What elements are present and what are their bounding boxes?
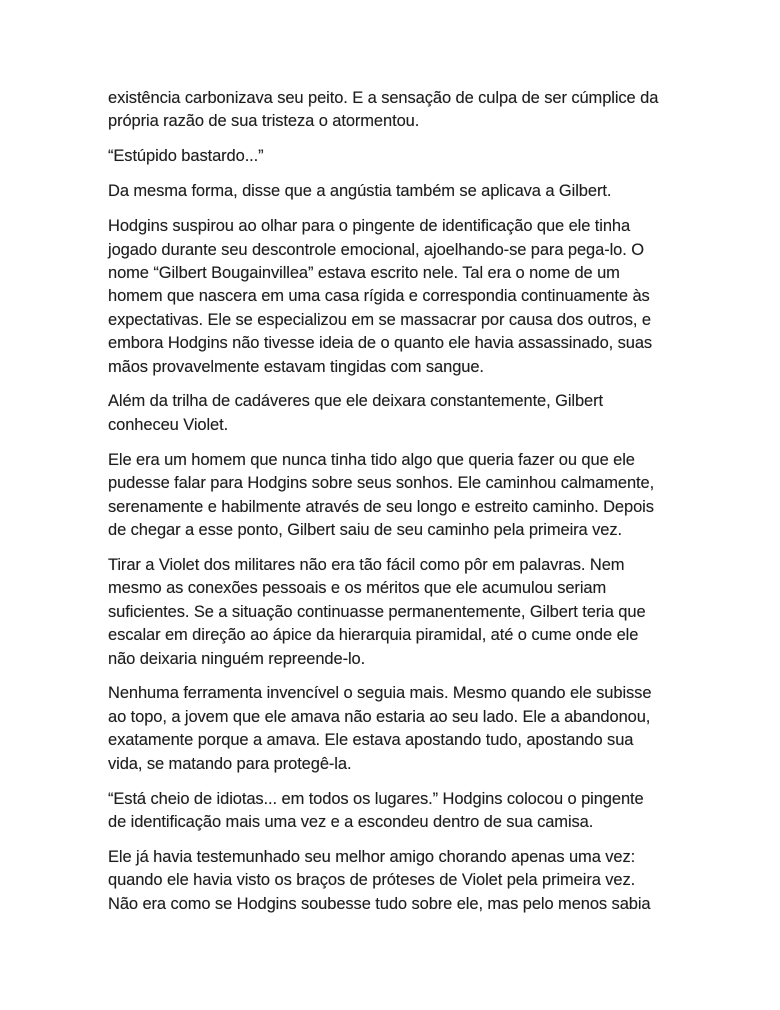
text-line: ao topo, a jovem que ele amava não estaria ao seu lado. Ele a abandonou, bbox=[108, 707, 651, 726]
text-line: Não era como se Hodgins soubesse tudo sobre ele, mas pelo menos sabia bbox=[108, 894, 651, 913]
text-line: serenamente e habilmente através de seu longo e estreito caminho. Depois bbox=[108, 497, 654, 516]
text-line: Hodgins suspirou ao olhar para o pingente de identificação que ele tinha bbox=[108, 217, 631, 236]
text-line: Ele era um homem que nunca tinha tido algo que queria fazer ou que ele bbox=[108, 450, 635, 469]
text-line: Nenhuma ferramenta invencível o seguia mais. Mesmo quando ele subisse bbox=[108, 684, 652, 703]
text-line: mesmo as conexões pessoais e os méritos que ele acumulou seriam bbox=[108, 579, 607, 598]
text-line: nome “Gilbert Bougainvillea” estava escrito nele. Tal era o nome de um bbox=[108, 263, 620, 282]
text-line: de identificação mais uma vez e a escondeu dentro de sua camisa. bbox=[108, 812, 594, 831]
page-text bbox=[108, 87, 680, 916]
text-line: de chegar a esse ponto, Gilbert saiu de seu caminho pela primeira vez. bbox=[108, 521, 622, 539]
text-line: não deixaria ninguém repreende-lo. bbox=[108, 649, 366, 668]
text-line: vida, se matando para protegê-la. bbox=[108, 754, 352, 773]
text-line: Além da trilha de cadáveres que ele deixara constantemente, Gilbert bbox=[108, 392, 604, 411]
text-line: conheceu Violet. bbox=[108, 415, 229, 434]
text-line: escalar em direção ao ápice da hierarquia piramidal, até o cume onde ele bbox=[108, 626, 639, 645]
text-line: “Está cheio de idiotas... em todos os lugares.” Hodgins colocou o pingente bbox=[108, 789, 644, 808]
paragraph bbox=[108, 788, 680, 835]
text-line: quando ele havia visto os braços de próteses de Violet pela primeira vez. bbox=[108, 871, 636, 890]
paragraph bbox=[108, 449, 680, 543]
paragraph bbox=[108, 180, 680, 203]
text-line: mãos provavelmente estavam tingidas com sangue. bbox=[108, 357, 484, 376]
text-line: pudesse falar para Hodgins sobre seus sonhos. Ele caminhou calmamente, bbox=[108, 474, 655, 493]
text-line: Ele já havia testemunhado seu melhor amigo chorando apenas uma vez: bbox=[108, 847, 636, 866]
paragraph bbox=[108, 390, 680, 437]
text-line: Da mesma forma, disse que a angústia também se aplicava a Gilbert. bbox=[108, 182, 612, 201]
text-line: homem que nascera em uma casa rígida e correspondia continuamente às bbox=[108, 287, 650, 306]
text-line: existência carbonizava seu peito. E a sensação de culpa de ser cúmplice da bbox=[108, 89, 659, 107]
paragraph bbox=[108, 846, 680, 916]
text-line: jogado durante seu descontrole emocional, ajoelhando-se para pega-lo. O bbox=[108, 240, 644, 259]
paragraph bbox=[108, 87, 680, 134]
text-line: expectativas. Ele se especializou em se massacrar por causa dos outros, e bbox=[108, 310, 651, 329]
paragraph bbox=[108, 682, 680, 776]
text-line: Tirar a Violet dos militares não era tão fácil como pôr em palavras. Nem bbox=[108, 555, 625, 574]
text-line: própria razão de sua tristeza o atormentou. bbox=[108, 112, 420, 131]
paragraph bbox=[108, 215, 680, 379]
text-line: embora Hodgins não tivesse ideia de o quanto ele havia assassinado, suas bbox=[108, 334, 653, 353]
text-line: “Estúpido bastardo...” bbox=[108, 147, 264, 166]
text-line: suficientes. Se a situação continuasse permanentemente, Gilbert teria que bbox=[108, 602, 646, 621]
text-line: exatamente porque a amava. Ele estava apostando tudo, apostando sua bbox=[108, 731, 634, 750]
paragraph bbox=[108, 554, 680, 671]
paragraph bbox=[108, 145, 680, 168]
